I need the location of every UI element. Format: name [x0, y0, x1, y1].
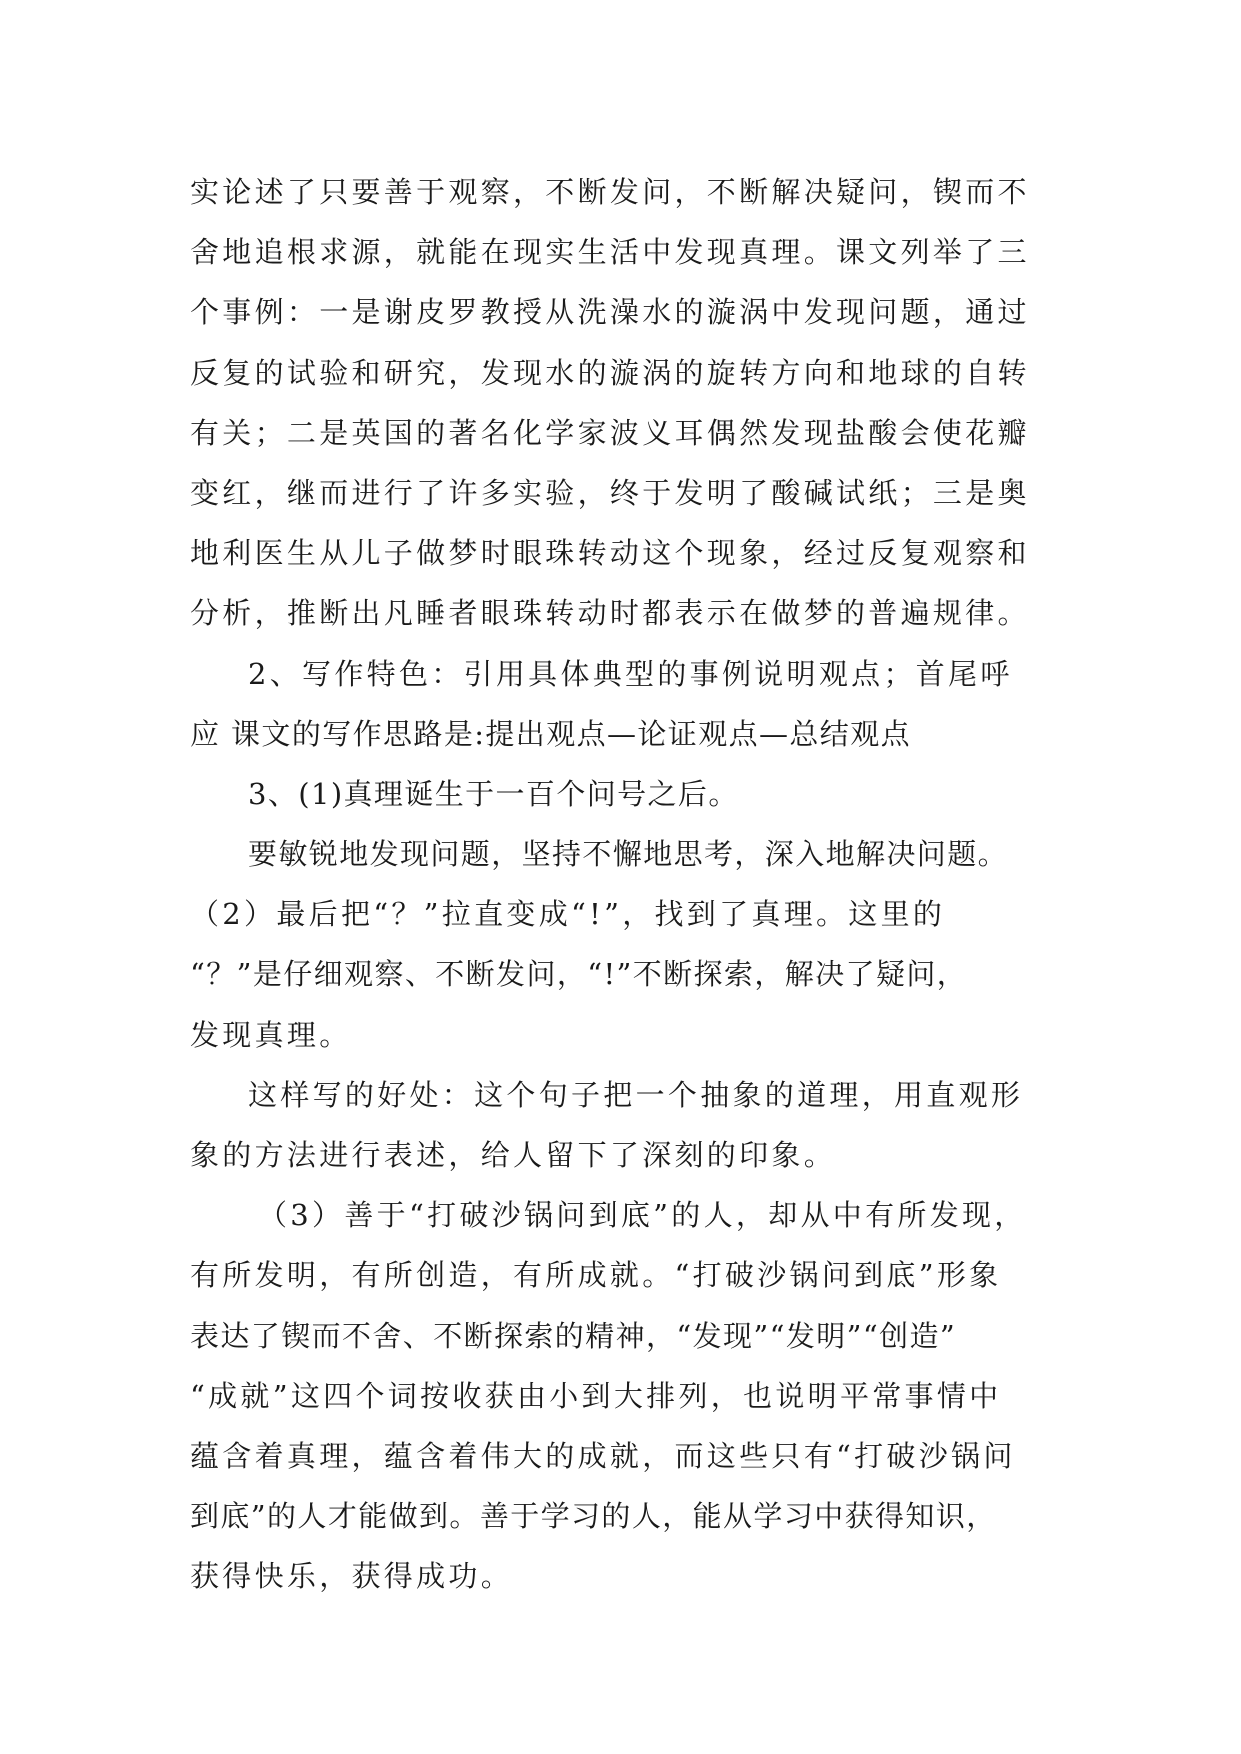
text-line: 个事例：一是谢皮罗教授从洗澡水的漩涡中发现问题，通过 — [190, 295, 1030, 330]
text-line: 发现真理。 — [190, 1017, 352, 1052]
text-line: 实论述了只要善于观察，不断发问，不断解决疑问，锲而不 — [190, 175, 1030, 209]
text-line: （2）最后把“？”拉直变成“!”，找到了真理。这里的 — [190, 897, 946, 932]
text-line: （3）善于“打破沙锅问到底”的人，却从中有所发现， — [258, 1198, 1027, 1233]
text-line: 3、(1)真理诞生于一百个问号之后。 — [248, 776, 739, 811]
text-line: 分析，推断出凡睡者眼珠转动时都表示在做梦的普遍规律。 — [190, 596, 1030, 631]
text-line: 地利医生从儿子做梦时眼珠转动这个现象，经过反复观察和 — [190, 536, 1030, 571]
text-line: 有所发明，有所创造，有所成就。“打破沙锅问到底”形象 — [190, 1258, 1002, 1293]
text-line: 变红，继而进行了许多实验，终于发明了酸碱试纸；三是奥 — [190, 475, 1030, 510]
text-line: 获得快乐，获得成功。 — [190, 1559, 514, 1594]
text-line: 象的方法进行表述，给人留下了深刻的印象。 — [190, 1138, 837, 1172]
text-line: 有关；二是英国的著名化学家波义耳偶然发现盐酸会使花瓣 — [190, 415, 1030, 450]
text-line: 舍地追根求源，就能在现实生活中发现真理。课文列举了三 — [190, 235, 1030, 270]
text-line: 应 课文的写作思路是:提出观点—论证观点—总结观点 — [190, 716, 911, 751]
text-line: “成就”这四个词按收获由小到大排列，也说明平常事情中 — [190, 1378, 1002, 1413]
text-line: 表达了锲而不舍、不断探索的精神，“发现”“发明”“创造” — [190, 1318, 957, 1353]
text-line: “？”是仔细观察、不断发问，“!”不断探索，解决了疑问， — [190, 957, 968, 992]
text-line: 反复的试验和研究，发现水的漩涡的旋转方向和地球的自转 — [190, 355, 1030, 390]
body-text — [190, 162, 1090, 1607]
text-line: 蕴含着真理，蕴含着伟大的成就，而这些只有“打破沙锅问 — [190, 1438, 1016, 1473]
text-line: 到底”的人才能做到。善于学习的人，能从学习中获得知识， — [190, 1499, 997, 1534]
text-line: 这样写的好处：这个句子把一个抽象的道理，用直观形 — [248, 1077, 1024, 1112]
text-line: 要敏锐地发现问题，坚持不懈地思考，深入地解决问题。 — [248, 837, 1009, 872]
text-line: 2、写作特色：引用具体典型的事例说明观点；首尾呼 — [248, 656, 1013, 691]
